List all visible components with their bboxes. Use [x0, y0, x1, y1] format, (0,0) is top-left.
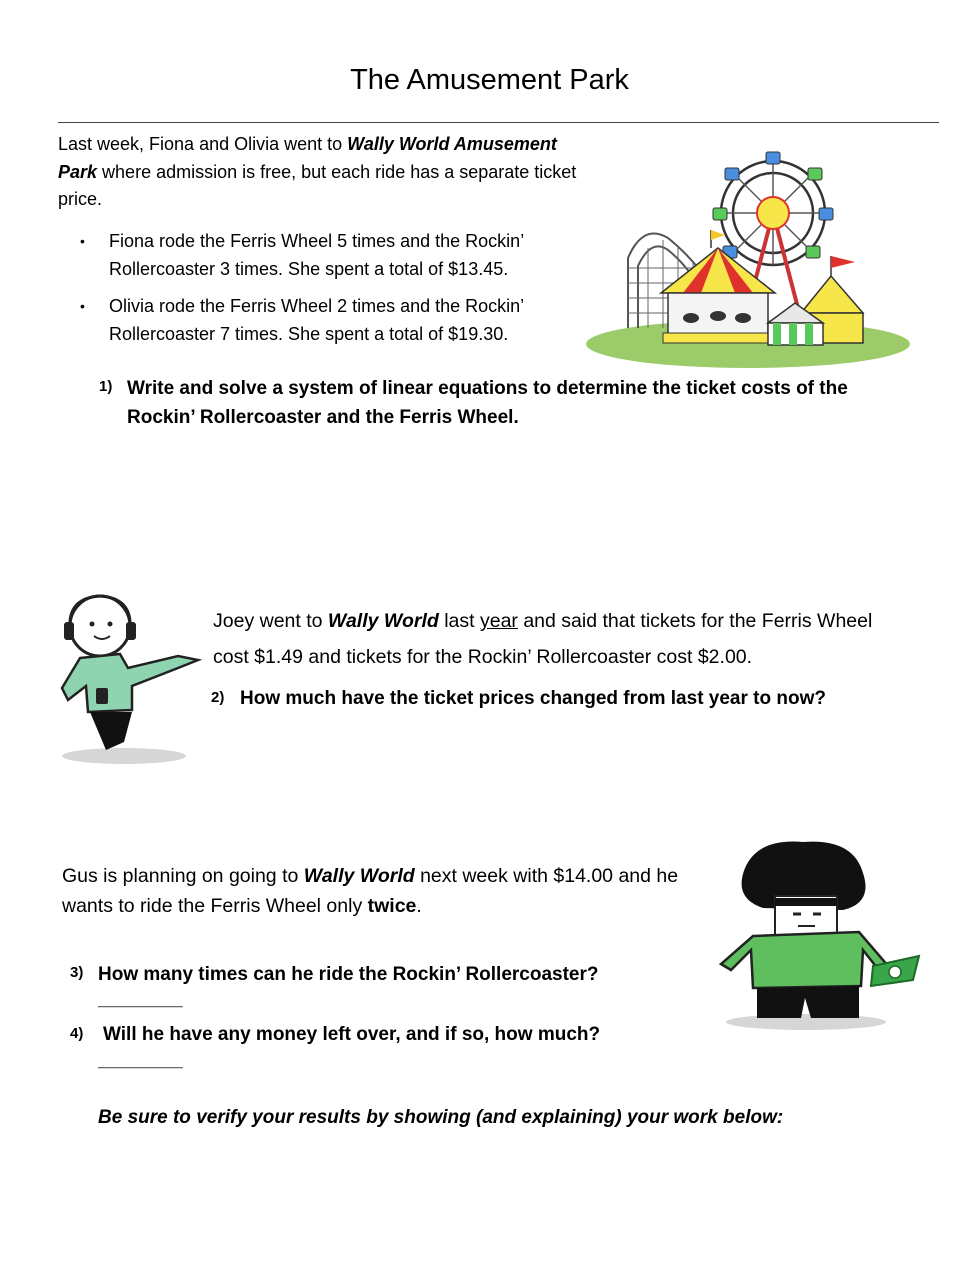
answer-blank-3[interactable]: ________	[98, 989, 183, 1010]
gus-text-3: .	[416, 894, 422, 917]
joey-paragraph	[213, 603, 873, 675]
bullet-marker: •	[80, 298, 85, 314]
intro-text-2: where admission is free, but each ride has a separate ticket price.	[58, 161, 577, 209]
question-4-number: 4)	[70, 1025, 84, 1042]
bullet-marker: •	[80, 233, 85, 249]
joey-text-2: last	[438, 610, 480, 632]
gus-text-1: Gus is planning on going to	[62, 865, 304, 887]
gus-text-2: next week with $14.00 and he wants to ride the Ferris Wheel only	[62, 865, 679, 917]
question-1-number: 1)	[99, 378, 113, 395]
intro-text-1: Last week, Fiona and Olivia went to	[58, 134, 348, 154]
answer-blank-4[interactable]: ________	[98, 1050, 183, 1071]
bullet-item-fiona	[80, 228, 570, 283]
joey-park-name: Wally World	[327, 610, 439, 632]
bullet-text: Olivia rode the Ferris Wheel 2 times and the Rockin’ Rollercoaster 7 times. She spent a total of $19.30.	[109, 296, 524, 344]
verify-instruction: Be sure to verify your results by showing (and explaining) your work below:	[98, 1107, 784, 1128]
question-2-number: 2)	[211, 689, 225, 706]
gus-bold-word: twice	[367, 894, 417, 917]
intro-paragraph	[58, 131, 578, 214]
question-1-text: Write and solve a system of linear equations to determine the ticket costs of the Rockin’ Rollercoaster and the Ferris Wheel.	[127, 378, 848, 428]
gus-paragraph	[62, 862, 702, 921]
gus-park-name: Wally World	[303, 865, 415, 887]
page-title: The Amusement Park	[350, 64, 629, 96]
gus-with-money-illustration	[713, 838, 925, 1038]
question-4-text: Will he have any money left over, and if so, how much?	[103, 1024, 601, 1045]
question-3-text: How many times can he ride the Rockin’ Rollercoaster?	[98, 964, 599, 985]
title-divider	[58, 122, 939, 123]
bullet-item-olivia	[80, 293, 570, 348]
question-2-text: How much have the ticket prices changed from last year to now?	[240, 688, 826, 709]
bullet-list	[80, 228, 570, 358]
joey-with-headphones-illustration	[58, 590, 206, 768]
joey-underlined-word: year	[479, 610, 518, 632]
amusement-park-illustration	[583, 138, 913, 370]
joey-text-1: Joey went to	[213, 610, 328, 632]
bullet-text: Fiona rode the Ferris Wheel 5 times and the Rockin’ Rollercoaster 3 times. She spent a total of $13.45.	[109, 231, 524, 279]
joey-text-3: and said that tickets for the Ferris Wheel cost $1.49 and tickets for the Rockin’ Rollercoaster cost $2.00.	[213, 610, 873, 668]
question-3-number: 3)	[70, 964, 84, 981]
park-name: Wally World Amusement Park	[58, 134, 557, 182]
